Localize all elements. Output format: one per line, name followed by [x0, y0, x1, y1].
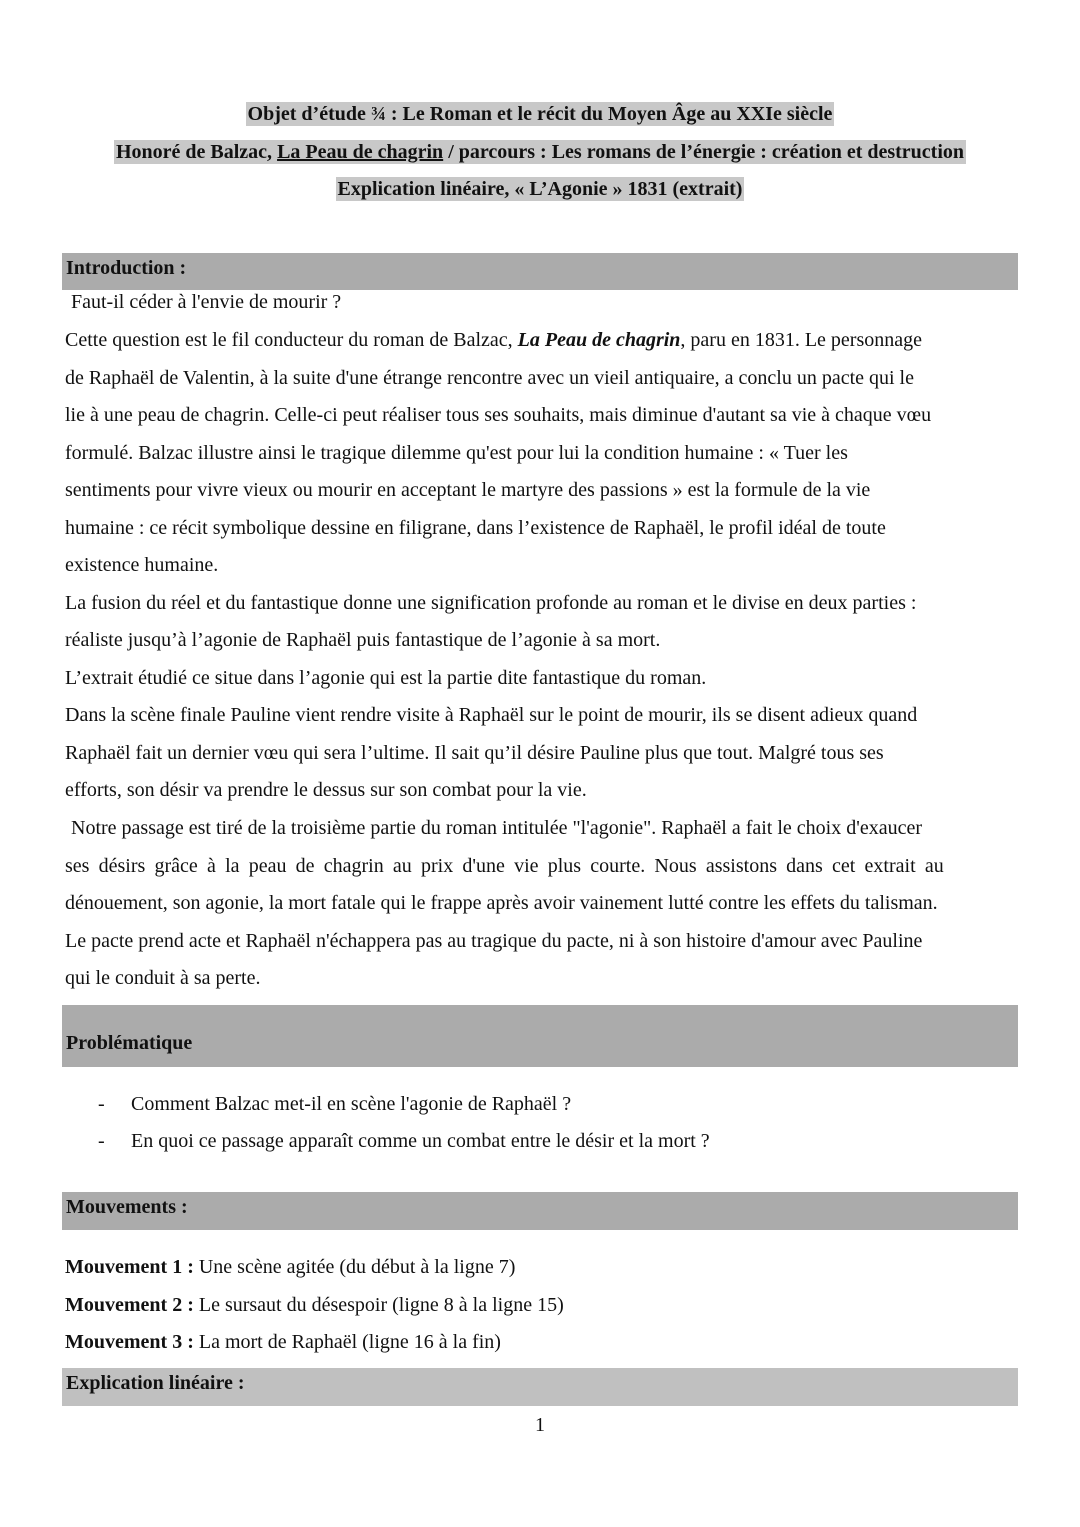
mouvement-item	[65, 1294, 564, 1317]
intro-p1-line2: de Raphaël de Valentin, à la suite d'une étrange rencontre avec un vieil antiquaire, a conclu un pacte qui le	[65, 367, 914, 389]
problematique-item: Comment Balzac met-il en scène l'agonie de Raphaël ?	[131, 1093, 572, 1115]
title-author: Honoré de Balzac,	[115, 141, 278, 163]
introduction-heading: Introduction :	[66, 257, 187, 279]
doc-title-line3	[0, 178, 1080, 201]
mouvement-item	[65, 1331, 501, 1354]
problematique-heading: Problématique	[66, 1032, 193, 1054]
title-book: La Peau de chagrin	[277, 141, 444, 163]
intro-p5-line5: qui le conduit à sa perte.	[65, 967, 261, 989]
explication-heading: Explication linéaire :	[66, 1372, 245, 1394]
title-line1-text: Objet d’étude ¾ : Le Roman et le récit du Moyen Âge au XXIe siècle	[247, 103, 833, 125]
mouvement-text: Le sursaut du désespoir (ligne 8 à la ligne 15)	[193, 1294, 564, 1316]
intro-p1-line4: formulé. Balzac illustre ainsi le tragique dilemme qu'est pour lui la condition humaine : « Tuer les	[65, 442, 848, 464]
intro-text: , paru en 1831. Le personnage	[680, 329, 923, 351]
page-number: 1	[535, 1414, 545, 1436]
intro-p4-line2: Raphaël fait un dernier vœu qui sera l’ultime. Il sait qu’il désire Pauline plus que tout. Malgré tous ses	[65, 742, 884, 764]
title-line2-highlight	[114, 140, 966, 164]
intro-p1-line3: lie à une peau de chagrin. Celle-ci peut réaliser tous ses souhaits, mais diminue d'autant sa vie à chaque vœu	[65, 404, 932, 426]
doc-title-line2	[0, 141, 1080, 164]
section-heading-introduction	[62, 253, 1018, 290]
intro-p2-line2: réaliste jusqu’à l’agonie de Raphaël puis fantastique de l’agonie à sa mort.	[65, 629, 661, 651]
intro-question: Faut-il céder à l'envie de mourir ?	[71, 291, 342, 313]
mouvement-label: Mouvement 1 :	[65, 1256, 194, 1278]
mouvement-label: Mouvement 3 :	[65, 1331, 194, 1353]
section-heading-mouvements	[62, 1192, 1018, 1230]
bullet-dash: -	[98, 1093, 105, 1115]
mouvement-item	[65, 1256, 515, 1279]
intro-p1-line6: humaine : ce récit symbolique dessine en filigrane, dans l’existence de Raphaël, le profil idéal de toute	[65, 517, 886, 539]
book-title-italic: La Peau de chagrin	[517, 329, 681, 351]
mouvement-text: Une scène agitée (du début à la ligne 7)	[193, 1256, 516, 1278]
title-parcours: / parcours : Les romans de l’énergie : création et destruction	[443, 141, 965, 163]
intro-p5-line3: dénouement, son agonie, la mort fatale qui le frappe après avoir vainement lutté contre les effets du talisman.	[65, 892, 938, 914]
bullet-dash: -	[98, 1130, 105, 1152]
mouvements-heading: Mouvements :	[66, 1196, 188, 1218]
intro-p2-line1: La fusion du réel et du fantastique donne une signification profonde au roman et le divise en deux parties :	[65, 592, 917, 614]
intro-p1-line7: existence humaine.	[65, 554, 219, 576]
intro-text: Cette question est le fil conducteur du roman de Balzac,	[65, 329, 518, 351]
intro-p5-line2: ses désirs grâce à la peau de chagrin au prix d'une vie plus courte. Nous assistons dans cet extrait au	[65, 855, 944, 877]
intro-p4-line1: Dans la scène finale Pauline vient rendre visite à Raphaël sur le point de mourir, ils se disent adieux quand	[65, 704, 918, 726]
problematique-item: En quoi ce passage apparaît comme un combat entre le désir et la mort ?	[131, 1130, 710, 1152]
section-heading-explication	[62, 1368, 1018, 1406]
mouvement-label: Mouvement 2 :	[65, 1294, 194, 1316]
intro-p1-line5: sentiments pour vivre vieux ou mourir en acceptant le martyre des passions » est la formule de la vie	[65, 479, 871, 501]
intro-p5-line4: Le pacte prend acte et Raphaël n'échappera pas au tragique du pacte, ni à son histoire d'amour avec Pauline	[65, 930, 923, 952]
title-line3-text: Explication linéaire, « L’Agonie » 1831 (extrait)	[337, 178, 743, 200]
intro-p1-line1	[65, 329, 922, 352]
section-heading-problematique	[62, 1005, 1018, 1067]
intro-p5-line1: Notre passage est tiré de la troisième partie du roman intitulée "l'agonie". Raphaël a fait le choix d'exaucer	[71, 817, 922, 839]
doc-title-line1	[0, 103, 1080, 126]
mouvement-text: La mort de Raphaël (ligne 16 à la fin)	[193, 1331, 501, 1353]
intro-p4-line3: efforts, son désir va prendre le dessus sur son combat pour la vie.	[65, 779, 587, 801]
intro-p3-line1: L’extrait étudié ce situe dans l’agonie qui est la partie dite fantastique du roman.	[65, 667, 707, 689]
